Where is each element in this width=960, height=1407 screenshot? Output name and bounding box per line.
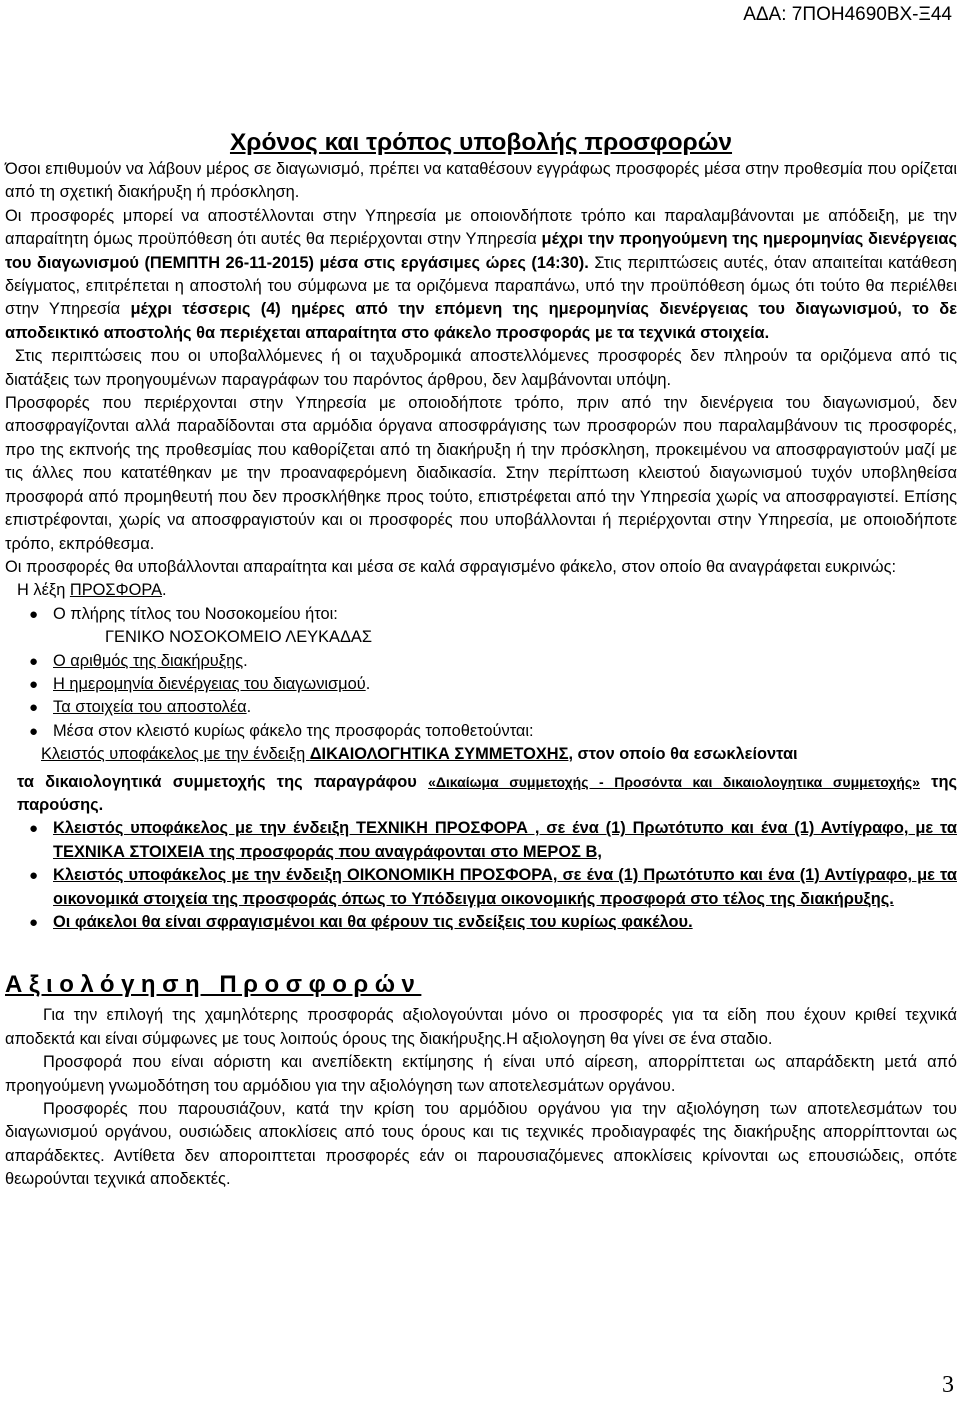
sample-text: Στις περιπτώσεις αυτές, όταν απαιτείται κατάθεση δείγματος, επιτρέπεται η αποστολή του σύμφωνα με τα οριζόμενα παραπάνω, υπό την προϋπόθεση όμως ότι τούτο θα περιέλθει στην Υπηρεσία [5,253,957,319]
env-text: Κλειστός υποφάκελος με την ένδειξη [41,745,310,764]
word-line [5,579,957,602]
list-item [5,864,957,911]
bullet-icon: ● [29,820,39,838]
hospital-name: ΓΕΝΙΚΟ ΝΟΣΟΚΟΜΕΙΟ ΛΕΥΚΑΔΑΣ [105,628,372,647]
postal-paragraph: Στις περιπτώσεις που οι υποβαλλόμενες ή οι ταχυδρομικά αποστελλόμενες προσφορές δεν πληρούν τα οριζόμενα από τις διατάξεις των προηγουμένων παραγράφων του παρόντος άρθρου, δεν λαμβάνονται υπόψη. [5,347,957,389]
word-suffix: . [162,581,167,600]
participation-docs-line [5,771,957,818]
evaluation-paragraph-1: Για την επιλογή της χαμηλότερης προσφοράς αξιολογούνται μόνο οι προσφορές για τα είδη που έχουν κριθεί τεχνικά αποδεκτά και είναι σύμφωνες με τους λοιπούς όρους της διακήρυξης.Η αξιολογηση θα γίνει σε ένα σταδιο. [5,1006,957,1048]
bullet-icon: ● [29,675,39,693]
bullet-icon: ● [29,722,39,740]
participation-envelope-line [5,743,957,766]
section-title-evaluation: Αξιολόγηση Προσφορών [5,971,422,999]
envelope-paragraph: Οι προσφορές θα υποβάλλονται απαραίτητα και μέσα σε καλά σφραγισμένο φάκελο, στον οποίο θα αναγράφεται ευκρινώς: [5,557,897,576]
bullet-text: Ο αριθμός της διακήρυξης [53,651,244,670]
bullet-icon: ● [29,605,39,623]
envelope-list-2 [5,650,957,744]
early-offers-paragraph: Προσφορές που περιέρχονται στην Υπηρεσία με οποιοδήποτε τρόπο, πριν από την διενέργεια του διαγωνισμού, δεν αποσφραγίζονται αλλά παραδίδονται στα αρμόδια όργανα αποσφράγισης των προσφορών που παραλαμβάνουν τις προσφορές, προ της εκπνοής της προθεσμίας που καθορίζεται από τη διακήρυξη ή την πρόσκληση, προκειμένου να αποσφραγιστούν μαζί με τις άλλες που κατατέθηκαν με την προαναφερόμενη διαδικασία. Στην περίπτωση κλειστού διαγωνισμού τυχόν υποβληθείσα προσφορά από προμηθευτή που δεν προσκλήθηκε προς τούτο, επιστρέφεται από την Υπηρεσία χωρίς να αποσφραγιστεί. Επίσης επιστρέφονται, χωρίς να αποσφραγιστούν και οι προσφορές που υποβάλλονται ή περιέρχονται στην Υπηρεσία, με οποιοδήποτε τρόπο, εκπρόθεσμα. [5,394,957,553]
bullet-text: Κλειστός υποφάκελος με την ένδειξη ΤΕΧΝΙΚΗ ΠΡΟΣΦΟΡΑ , σε ένα (1) Πρωτότυπο και ένα (1) Αντίγραφο, με τα ΤΕΧΝΙΚΑ ΣΤΟΙΧΕΙΑ της προσφοράς που αναγράφονται στο ΜΕΡΟΣ Β, [53,819,957,861]
env-docs-text: τα δικαιολογητικά συμμετοχής της παραγράφου [17,772,429,791]
delivery-paragraph [5,205,957,345]
intro-paragraph: Όσοι επιθυμούν να λάβουν μέρος σε διαγωνισμό, πρέπει να καταθέσουν εγγράφως προσφορές μέσα στην προθεσμία που ορίζεται από τη σχετική διακήρυξη ή πρόσκληση. [5,160,957,202]
ada-code: ΑΔΑ: 7ΠΟΗ4690ΒΧ-Ξ44 [743,4,952,25]
word-value: ΠΡΟΣΦΟΡΑ [69,581,163,600]
envelope-list [5,603,957,626]
deadline-text: μέχρι την προηγούμενη της ημερομηνίας διενέργειας του διαγωνισμού (ΠΕΜΠΤΗ 26-11-2015) μέσα στις εργάσιμες ώρες (14:30). [5,230,957,272]
section-title-submission: Χρόνος και τρόπος υποβολής προσφορών [229,129,733,156]
list-item [5,911,957,934]
list-item [5,603,957,626]
env-docs-tail: της παρούσης. [17,772,958,814]
bullet-icon: ● [29,914,39,931]
bullet-text: Οι φάκελοι θα είναι σφραγισμένοι και θα φέρουν τις ενδείξεις του κυρίως φακέλου. [53,913,693,931]
delivery-text: Οι προσφορές μπορεί να αποστέλλονται στην Υπηρεσία με οποιονδήποτε τρόπο και παραλαμβάνονται με απόδειξη, με την απαραίτητη όμως προϋπόθεση ότι αυτές θα περιέρχονται στην Υπηρεσία [5,206,957,249]
bullet-icon: ● [29,867,39,885]
bullet-icon: ● [29,699,39,717]
bullet-text: Τα στοιχεία του αποστολέα [53,698,247,717]
bullet-text: Κλειστός υποφάκελος με την ένδειξη ΟΙΚΟΝΟΜΙΚΗ ΠΡΟΣΦΟΡΑ, σε ένα (1) Πρωτότυπο και ένα (1) Αντίγραφο, με τα οικονομικά στοιχεία της προσφοράς όπως το Υπόδειγμα οικονομικής προσφορά στο τέλος της διακήρυξης. [53,866,957,908]
list-item: ● Ο αριθμός της διακήρυξης. [5,650,957,673]
subenvelope-list [5,817,957,934]
env-docs-ref: «Δικαίωμα συμμετοχής - Προσόντα και δικαιολογητικα συμμετοχής» [428,773,920,790]
env-label: ΔΙΚΑΙΟΛΟΓΗΤΙΚΑ ΣΥΜΜΕΤΟΧΗΣ [309,745,569,764]
word-prefix: Η λέξη [17,581,70,600]
bullet-text: Μέσα στον κλειστό κυρίως φάκελο της προσφοράς τοποθετούνται: [53,721,534,740]
page-number: 3 [942,1371,954,1398]
list-item [5,720,957,743]
env-tail: , στον οποίο θα εσωκλείονται [568,745,798,764]
bullet-text: Η ημερομηνία διενέργειας του διαγωνισμού [53,674,366,693]
evaluation-paragraph-2: Προσφορά που είναι αόριστη και ανεπίδεκτη εκτίμησης ή είναι υπό αίρεση, απορρίπτεται ως απαράδεκτη μετά από προηγούμενη γνωμοδότηση του αρμόδιου για την αξιολόγηση των αποτελεσμάτων οργάνου. [5,1053,957,1095]
list-item: ● Τα στοιχεία του αποστολέα. [5,696,957,719]
list-item [5,817,957,864]
list-item: ● Η ημερομηνία διενέργειας του διαγωνισμού. [5,673,957,696]
document-body [5,128,957,1192]
bullet-text: Ο πλήρης τίτλος του Νοσοκομείου ήτοι: [53,604,338,623]
evaluation-paragraph-3: Προσφορές που παρουσιάζουν, κατά την κρίση του αρμόδιου οργάνου για την αξιολόγηση των αποτελεσμάτων του διαγωνισμού οργάνου, ουσιώδεις αποκλίσεις από τους όρους και τις τεχνικές προδιαγραφές της διακήρυξης απορρίπτονται ως απαράδεκτες. Αντίθετα δεν αποροιπτεται προσφορές εάν οι παρουσιαζόμενες αποκλίσεις κρίνονται ως επουσιώδεις, οπότε θεωρούνται τεχνικά αποδεκτές. [5,1100,957,1189]
sample-deadline-text: μέχρι τέσσερις (4) ημέρες από την επόμενη της ημερομηνίας διενέργειας του διαγωνισμού, το δε αποδεικτικό αποστολής θα περιέχεται απαραίτητα στο φάκελο προσφοράς με τα τεχνικά στοιχεία. [5,300,957,342]
bullet-icon: ● [29,652,39,670]
